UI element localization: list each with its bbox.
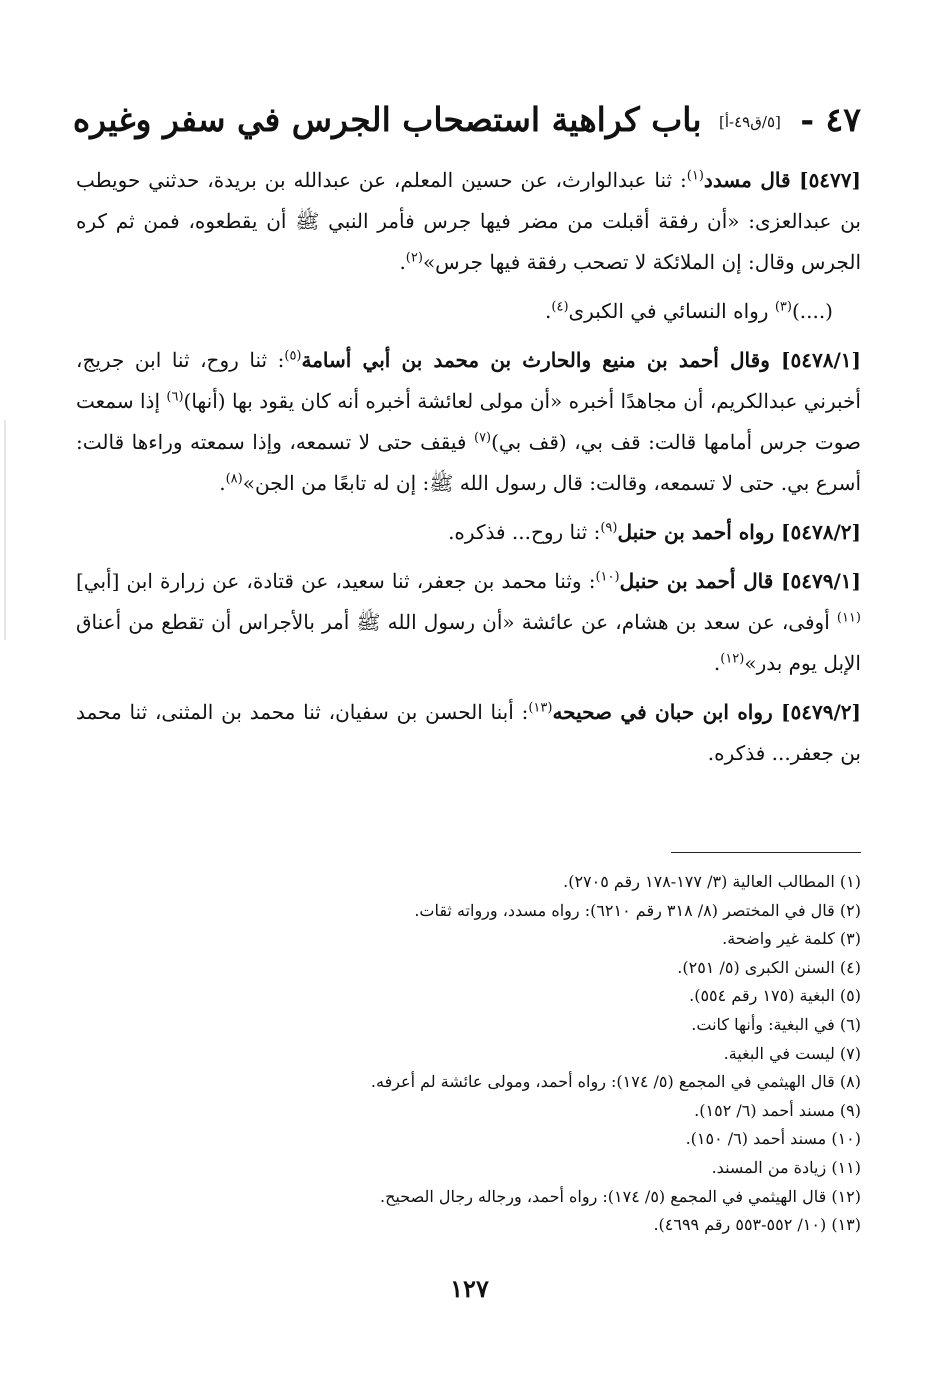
hadith-paragraph bbox=[76, 160, 861, 283]
footnote-marker: (٧) bbox=[473, 430, 492, 446]
footnote-marker: (٥) bbox=[284, 348, 302, 364]
hadith-lead: [٥٤٧٩/١] قال أحمد بن حنبل bbox=[619, 569, 861, 593]
hadith-text: رواه النسائي في الكبرى bbox=[568, 299, 775, 323]
footnote-item: (١) المطالب العالية (٣/ ١٧٧-١٧٨ رقم ٢٧٠٥). bbox=[563, 872, 861, 891]
hadith-paragraph bbox=[76, 692, 861, 774]
hadith-text: : أبنا الحسن بن سفيان، ثنا محمد بن المثنى، ثنا محمد بن جعفر... فذكره. bbox=[76, 700, 861, 765]
paragraph-end: . bbox=[399, 250, 406, 274]
hadith-text: : ثنا روح... فذكره. bbox=[448, 520, 601, 544]
hadith-paragraph bbox=[76, 512, 861, 553]
hadith-text: : ثنا روح، ثنا ابن جريج، أخبرني عبدالكريم، أن مجاهدًا أخبره «أن مولى لعائشة أخبره أنه كان يقود بها (أنها) bbox=[76, 348, 861, 413]
chapter-number: ٤٧ - bbox=[800, 100, 861, 139]
footnote-item: (٤) السنن الكبرى (٥/ ٢٥١). bbox=[677, 957, 861, 977]
footnote-marker: (٦) bbox=[166, 389, 184, 405]
footnote-marker: (٣) bbox=[774, 299, 792, 315]
paragraph-end: . bbox=[713, 651, 721, 675]
footnote-item: (٩) مسند أحمد (٦/ ١٥٢). bbox=[694, 1100, 861, 1120]
footnote-marker: (١٣) bbox=[528, 700, 553, 716]
page-number: ١٢٧ bbox=[450, 1274, 489, 1303]
footnote-marker: (٨) bbox=[225, 471, 243, 487]
hadith-lead: [٥٤٧٨/١] وقال أحمد بن منيع والحارث بن محمد بن أبي أسامة bbox=[301, 348, 861, 372]
hadith-text: إذا سمعت صوت جرس أمامها قالت: قف بي، (قف بي) bbox=[76, 389, 862, 454]
hadith-paragraph bbox=[76, 561, 861, 684]
hadith-paragraph bbox=[76, 340, 861, 504]
footnote-divider bbox=[671, 852, 861, 853]
hadith-lead: [٥٤٧٨/٢] رواه أحمد بن حنبل bbox=[617, 520, 861, 544]
footnote-item: (١٠) مسند أحمد (٦/ ١٥٠). bbox=[685, 1129, 861, 1149]
hadith-text: فيقف حتى لا تسمعه، وإذا سمعته وراءها قالت: أسرع بي. حتى لا تسمعه، وقالت: قال رسول الله ﷺ: إن له تابعًا من الجن» bbox=[76, 430, 861, 495]
chapter-title: باب كراهية استصحاب الجرس في سفر وغيره bbox=[72, 100, 702, 139]
hadith-text: : وثنا محمد بن جعفر، ثنا سعيد، عن قتادة، عن زرارة ابن [أبي] bbox=[76, 569, 596, 593]
hadith-text: (....) bbox=[791, 299, 833, 323]
hadith-lead: [٥٤٧٧] قال مسدد bbox=[703, 168, 861, 192]
main-text bbox=[76, 160, 861, 782]
footnote-marker: (١١) bbox=[836, 610, 861, 626]
footnote-marker: (٩) bbox=[600, 520, 618, 536]
footnote-item: (٢) قال في المختصر (٨/ ٣١٨ رقم ٦٢١٠): رواه مسدد، ورواته ثقات. bbox=[414, 900, 861, 920]
footnote-item: (٥) البغية (١٧٥ رقم ٥٥٤). bbox=[689, 986, 861, 1006]
scan-edge-shadow bbox=[4, 420, 6, 640]
hadith-text: أوفى، عن سعد بن هشام، عن عائشة «أن رسول الله ﷺ أمر بالأجراس أن تقطع من أعناق الإبل يوم بدر» bbox=[76, 610, 861, 675]
footnote-item: (٣) كلمة غير واضحة. bbox=[722, 929, 861, 949]
footnote-marker: (١٠) bbox=[595, 569, 620, 585]
chapter-heading bbox=[72, 96, 861, 146]
footnote-marker: (١) bbox=[686, 168, 704, 184]
footnote-item: (٦) في البغية: وأنها كانت. bbox=[691, 1014, 861, 1034]
manuscript-reference: [٥/ق٤٩-أ] bbox=[719, 113, 781, 131]
footnote-item: (١١) زيادة من المسند. bbox=[711, 1157, 861, 1177]
hadith-paragraph bbox=[76, 291, 861, 332]
footnote-item: (١٣) (١٠/ ٥٥٢-٥٥٣ رقم ٤٦٩٩). bbox=[653, 1215, 861, 1235]
footnote-item: (٧) ليست في البغية. bbox=[723, 1043, 861, 1063]
footnote-item: (٨) قال الهيثمي في المجمع (٥/ ١٧٤): رواه أحمد، ومولى عائشة لم أعرفه. bbox=[370, 1072, 861, 1092]
footnote-item: (١٢) قال الهيثمي في المجمع (٥/ ١٧٤): رواه أحمد، ورجاله رجال الصحيح. bbox=[380, 1186, 861, 1206]
hadith-lead: [٥٤٧٩/٢] رواه ابن حبان في صحيحه bbox=[552, 700, 861, 724]
footnote-marker: (٤) bbox=[551, 299, 569, 315]
paragraph-end: . bbox=[219, 471, 226, 495]
footnotes-list bbox=[76, 868, 861, 1240]
hadith-text: : ثنا عبدالوارث، عن حسين المعلم، عن عبدالله بن بريدة، حدثني حويطب بن عبدالعزى: «أن رفقة أقبلت من مضر فيها جرس فأمر النبي ﷺ أن يقطعوه، فمن ثم كره الجرس وقال: إن الملائكة لا تصحب رفقة فيها جرس» bbox=[76, 168, 861, 274]
footnote-marker: (١٢) bbox=[720, 651, 745, 667]
footnote-marker: (٢) bbox=[405, 250, 423, 266]
paragraph-end: . bbox=[545, 299, 552, 323]
